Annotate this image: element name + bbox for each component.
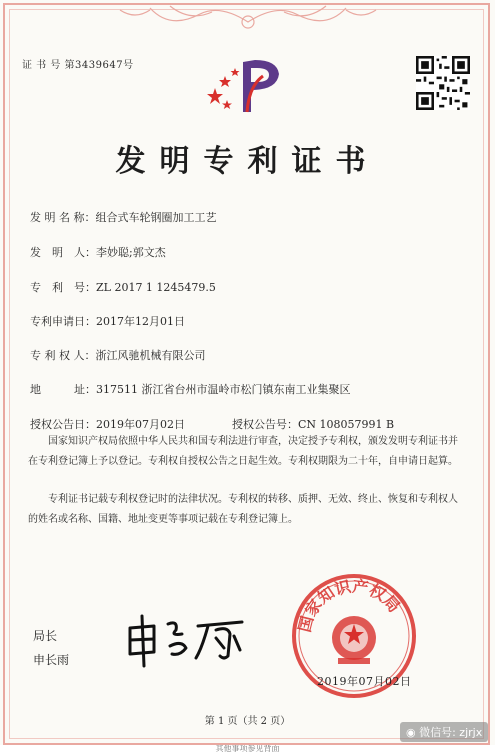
- bottom-note: 其他事项参见背面: [0, 745, 495, 753]
- wechat-watermark: [400, 722, 488, 742]
- field-label: 专利申请日：: [30, 315, 96, 328]
- certificate-number: 证 书 号 第3439647号: [22, 60, 134, 71]
- field-label: 授权公告号：: [232, 418, 298, 431]
- top-ornament: [0, 0, 495, 40]
- field-value: 李妙聪;郭文杰: [96, 246, 166, 259]
- qr-code-icon: [416, 56, 470, 110]
- cnipa-logo-icon: [205, 56, 289, 116]
- field-value: 浙江风驰机械有限公司: [95, 349, 206, 362]
- field-label: 发 明 人：: [30, 246, 96, 259]
- field-value: 2019年07月02日: [96, 418, 185, 431]
- field-value: 组合式车轮钢圈加工工艺: [95, 211, 217, 224]
- page-indicator: 第 1 页（共 2 页）: [204, 716, 291, 727]
- wechat-icon: ◉: [406, 726, 420, 739]
- paragraph-grant-decision: 国家知识产权局依照中华人民共和国专利法进行审查，决定授予专利权，颁发发明专利证书并在专利登记簿上予以登记。专利权自授权公告之日起生效。专利权期限为二十年，自申请日起算。: [28, 436, 458, 467]
- field-value: 2017年12月01日: [96, 315, 185, 328]
- paragraph-legal-status: 专利证书记载专利权登记时的法律状况。专利权的转移、质押、无效、终止、恢复和专利权人的姓名或名称、国籍、地址变更等事项记载在专利登记簿上。: [28, 494, 458, 525]
- field-label: 专 利 号：: [30, 281, 96, 294]
- field-label: 地 址：: [30, 383, 96, 396]
- field-patent-number: [30, 279, 216, 295]
- svg-text:国家知识产权局: 国家知识产权局: [294, 576, 405, 635]
- field-value: 317511 浙江省台州市温岭市松门镇东南工业集聚区: [96, 383, 351, 396]
- field-address: [30, 381, 351, 397]
- field-value: CN 108057991 B: [298, 418, 395, 431]
- field-announce-number: [232, 416, 394, 432]
- field-invention-name: [30, 209, 217, 225]
- signature-name: 申长雨: [33, 653, 70, 667]
- field-inventor: [30, 244, 166, 260]
- field-label: 专 利 权 人：: [30, 349, 96, 362]
- field-label: 发 明 名 称：: [30, 211, 96, 224]
- handwritten-signature-icon: [124, 612, 254, 668]
- certificate-title: 发明专利证书: [115, 144, 380, 179]
- field-patentee: [30, 347, 206, 363]
- field-announce-date: [30, 416, 185, 432]
- seal-date: 2019年07月02日: [317, 675, 412, 688]
- signature-title: 局长: [33, 629, 58, 643]
- field-label: 授权公告日：: [30, 418, 96, 431]
- field-value: ZL 2017 1 1245479.5: [96, 281, 216, 294]
- wechat-id: 微信号: zjrjx: [419, 726, 483, 739]
- field-application-date: [30, 313, 185, 329]
